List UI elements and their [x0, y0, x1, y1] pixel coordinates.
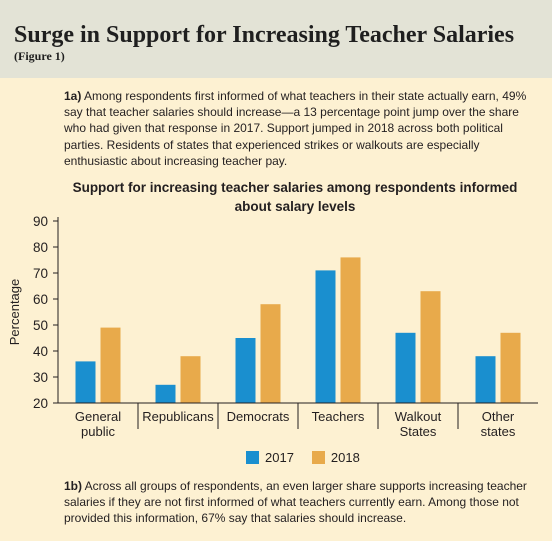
legend-item-2017: [246, 450, 294, 465]
bar-2017: [156, 385, 176, 403]
y-tick-label: 80: [32, 240, 48, 255]
paragraph-1a: [64, 88, 542, 169]
x-category-label: States: [399, 424, 437, 439]
bar-2018: [181, 356, 201, 403]
y-axis-label: Percentage: [7, 278, 22, 346]
paragraph-1b: [64, 478, 542, 527]
bar-2018: [421, 291, 441, 403]
legend-swatch-2017: [246, 451, 259, 464]
header-band: [0, 0, 552, 78]
bar-2017: [316, 270, 336, 403]
chart-legend: [246, 450, 378, 465]
x-category-label: Walkout: [394, 409, 442, 424]
bar-2018: [501, 333, 521, 403]
figure-number: (Figure 1): [14, 49, 65, 63]
bar-2017: [236, 338, 256, 403]
legend-label-2017: 2017: [265, 450, 294, 465]
x-category-label: Republicans: [142, 409, 214, 424]
legend-item-2018: [312, 450, 360, 465]
y-tick-label: 90: [32, 214, 48, 229]
legend-swatch-2018: [312, 451, 325, 464]
x-category-label: Other: [481, 409, 515, 424]
y-tick-label: 30: [32, 370, 48, 385]
legend-label-2018: 2018: [330, 450, 360, 465]
x-category-label: states: [480, 424, 516, 439]
y-tick-label: 40: [32, 344, 48, 359]
x-category-label: public: [81, 424, 115, 439]
y-tick-label: 60: [32, 292, 48, 307]
x-category-label: General: [74, 409, 122, 424]
bar-2018: [341, 257, 361, 403]
bar-2018: [101, 328, 121, 403]
paragraph-1b-text: Across all groups of respondents, an even larger share supports increasing teacher salaries if they are not first informed of what teachers currently earn. Among those not provided this information, 67% say that salaries should increase.: [64, 479, 527, 526]
bar-chart: [0, 210, 552, 450]
chart-title: Support for increasing teacher salaries among respondents informed about salary levels: [72, 180, 518, 214]
y-tick-label: 50: [32, 318, 48, 333]
x-category-label: Democrats: [226, 409, 290, 424]
y-tick-label: 20: [32, 396, 48, 411]
bar-2018: [261, 304, 281, 403]
paragraph-1b-label: 1b): [64, 479, 82, 493]
x-category-label: Teachers: [311, 409, 365, 424]
paragraph-1a-label: 1a): [64, 89, 82, 103]
bar-2017: [476, 356, 496, 403]
bar-2017: [396, 333, 416, 403]
figure-title: Surge in Support for Increasing Teacher Salaries: [14, 22, 515, 48]
y-tick-label: 70: [32, 266, 48, 281]
paragraph-1a-text: Among respondents first informed of what teachers in their state actually earn, 49% say that teacher salaries should increase—a 13 percentage point jump over the share who had given that response in 2017. Support jumped in 2018 across both political parties. Residents of states that experienced strikes or walkouts are especially enthusiastic about increasing teacher pay.: [64, 89, 527, 168]
bar-2017: [76, 361, 96, 403]
